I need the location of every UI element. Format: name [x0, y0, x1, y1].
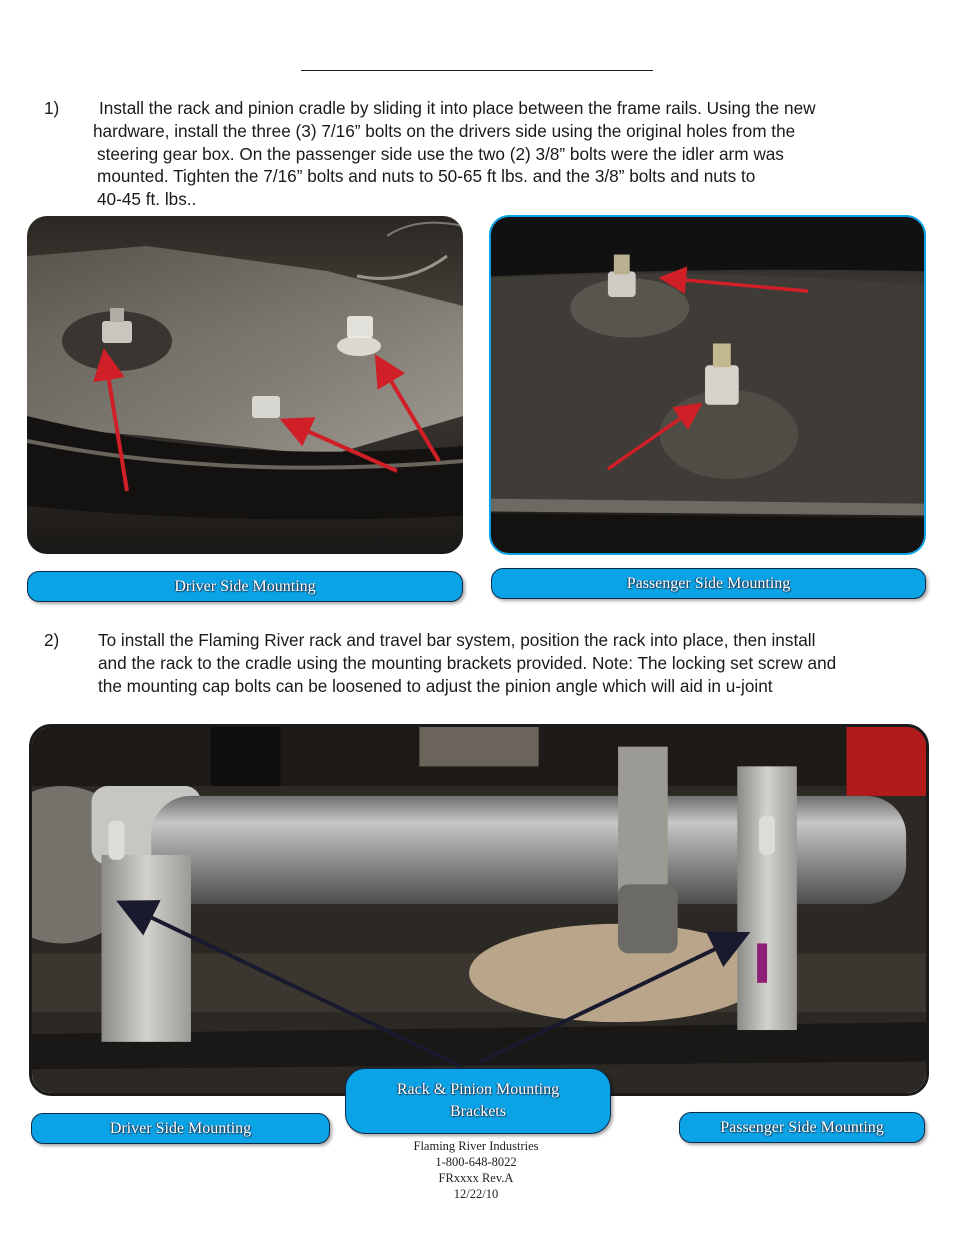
footer: [376, 1138, 576, 1202]
title-rule: [301, 70, 653, 71]
passenger-side-label-1: Passenger Side Mounting: [491, 568, 926, 599]
driver-side-label-1: Driver Side Mounting: [27, 571, 463, 602]
step-1-number: 1): [44, 98, 60, 118]
driver-side-label-2: Driver Side Mounting: [31, 1113, 330, 1144]
brackets-label: Rack & Pinion Mounting Brackets: [345, 1068, 611, 1134]
footer-phone: 1-800-648-8022: [435, 1155, 517, 1169]
step-1-line-3: steering gear box. On the passenger side use the two (2) 3/8” bolts were the idler arm was: [97, 144, 784, 164]
step-1-line-4: mounted. Tighten the 7/16” bolts and nuts to 50-65 ft lbs. and the 3/8” bolts and nuts to: [97, 166, 756, 186]
step-2-instructions: [44, 629, 924, 701]
footer-company: Flaming River Industries: [413, 1139, 539, 1153]
step-1-instructions: [44, 97, 924, 217]
passenger-side-label-2: Passenger Side Mounting: [679, 1112, 925, 1143]
footer-part-number: FRxxxx Rev.A: [438, 1171, 514, 1185]
step-2-line-3: the mounting cap bolts can be loosened to adjust the pinion angle which will aid in u-joint: [98, 676, 773, 696]
step-1-line-2: hardware, install the three (3) 7/16” bolts on the drivers side using the original holes from the: [93, 121, 796, 141]
footer-date: 12/22/10: [453, 1187, 499, 1201]
step-1-line-5: 40-45 ft. lbs..: [97, 189, 197, 209]
passenger-side-photo: [489, 215, 926, 555]
step-2-line-1: To install the Flaming River rack and travel bar system, position the rack into place, then install: [98, 630, 816, 650]
driver-side-photo: [27, 216, 463, 554]
step-2-number: 2): [44, 630, 60, 650]
step-1-line-1: Install the rack and pinion cradle by sliding it into place between the frame rails. Using the new: [99, 98, 816, 118]
rack-mounting-photo: [29, 724, 929, 1096]
step-2-line-2: and the rack to the cradle using the mounting brackets provided. Note: The locking set screw and: [98, 653, 837, 673]
